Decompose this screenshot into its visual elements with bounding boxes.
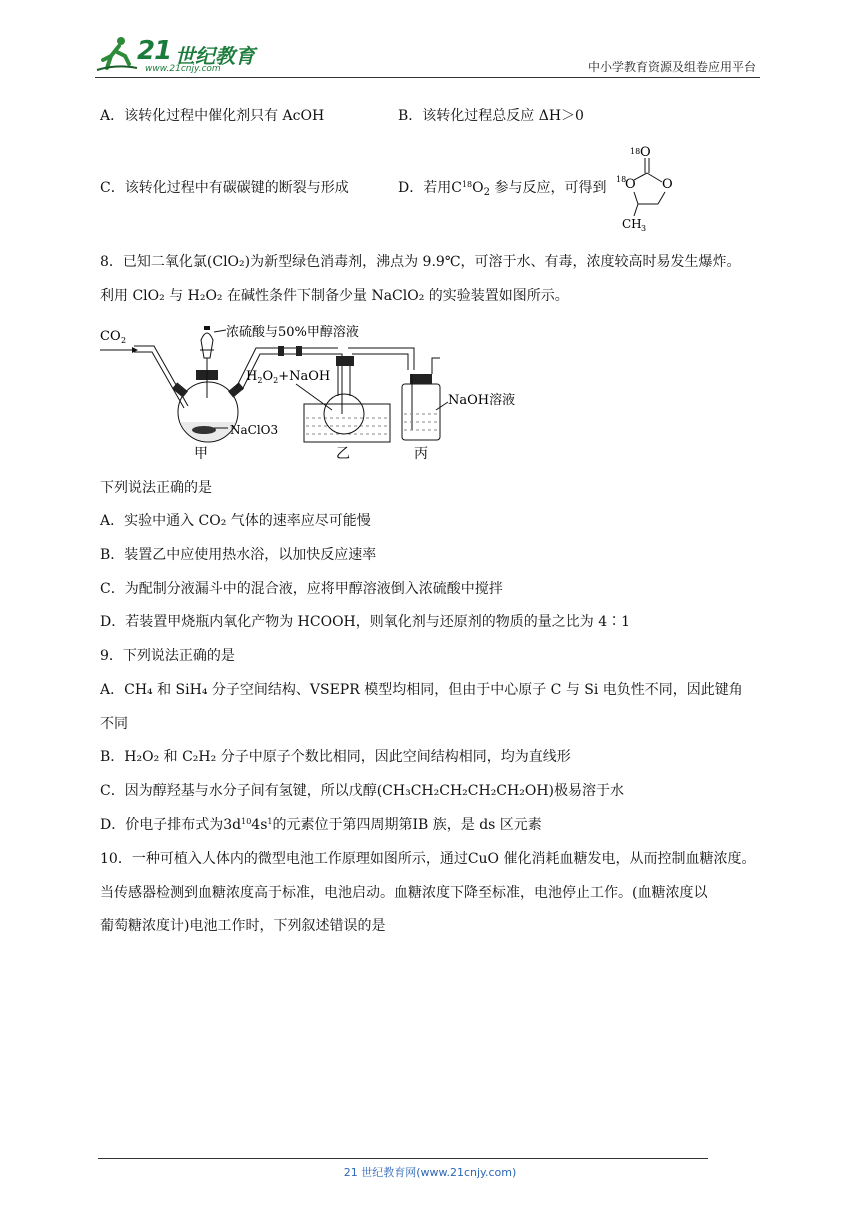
yi-reagent-label: $H_2O_2+NaOH$ <box>246 369 331 385</box>
q8-stem-line2: 利用 ClO₂ 与 H₂O₂ 在碱性条件下制备少量 NaClO₂ 的实验装置如图所示。 <box>100 288 569 304</box>
q9-option-a-line2: 不同 <box>100 716 128 732</box>
q8-option-b: B．装置乙中应使用热水浴，以加快反应速率 <box>100 547 377 563</box>
svg-text:18: 18 <box>616 175 627 184</box>
q7-option-d-sup: 18 <box>461 180 473 189</box>
q7-option-a: A．该转化过程中催化剂只有 AcOH <box>100 108 325 124</box>
naoh-solution-label: NaOH溶液 <box>448 393 516 408</box>
runner-logo-icon <box>95 34 139 74</box>
q10-stem-line2: 当传感器检测到血糖浓度高于标准，电池启动。血糖浓度下降至标准，电池停止工作。(血糖浓度以 <box>100 885 708 901</box>
header-right-text: 中小学教育资源及组卷应用平台 <box>587 60 756 74</box>
footer-divider <box>98 1158 708 1159</box>
q10-stem-line1: 10．一种可植入人体内的微型电池工作原理如图所示，通过CuO 催化消耗血糖发电，从而控制血糖浓度。 <box>100 851 756 867</box>
q8-question: 下列说法正确的是 <box>100 480 212 496</box>
q7-option-b: B．该转化过程总反应 ΔH＞0 <box>398 108 584 124</box>
logo-text: 世纪教育 <box>175 44 255 68</box>
q7-option-d-mid: O <box>472 180 484 196</box>
footer-link[interactable]: 21 世纪教育网(www.21cnjy.com) <box>343 1166 517 1179</box>
label-yi: 乙 <box>336 446 350 462</box>
q10-stem-line3: 葡萄糖浓度计)电池工作时，下列叙述错误的是 <box>100 918 386 934</box>
cyclic-carbonate-structure <box>610 140 690 232</box>
svg-text:O: O <box>625 177 636 192</box>
svg-text:O: O <box>640 145 651 160</box>
q7-option-c: C．该转化过程中有碳碳键的断裂与形成 <box>100 180 349 196</box>
q9-stem: 9．下列说法正确的是 <box>100 648 235 664</box>
q9-option-d: D．价电子排布式为$3d^{10}4s^1$的元素位于第四周期第ⅠB 族，是 ds 区元素 <box>100 817 542 833</box>
page-header <box>95 34 760 78</box>
q8-stem-line1: 8．已知二氧化氯(ClO₂)为新型绿色消毒剂，沸点为 9.9℃，可溶于水、有毒，浓度较高时易发生爆炸。 <box>100 254 741 270</box>
apparatus-diagram <box>96 318 536 466</box>
svg-text:3: 3 <box>641 224 647 232</box>
q7-option-d-post: 参与反应，可得到 <box>490 180 607 196</box>
site-logo <box>95 34 265 74</box>
q7-option-d-pre: D．若用 <box>398 180 452 196</box>
header-divider <box>95 77 760 78</box>
svg-text:2: 2 <box>121 336 127 345</box>
struct-label-top: 18 <box>630 147 641 156</box>
co2-label: CO <box>100 329 121 344</box>
label-jia: 甲 <box>194 446 208 462</box>
q7-option-d-sub: 2 <box>483 187 490 198</box>
q8-option-c: C．为配制分液漏斗中的混合液，应将甲醇溶液倒入浓硫酸中搅拌 <box>100 581 503 597</box>
q9-option-b: B．H₂O₂ 和 C₂H₂ 分子中原子个数比相同，因此空间结构相同，均为直线形 <box>100 749 571 765</box>
label-bing: 丙 <box>414 446 428 462</box>
funnel-label: 浓硫酸与50%甲醇溶液 <box>226 325 359 340</box>
q8-option-a: A．实验中通入 CO₂ 气体的速率应尽可能慢 <box>100 513 371 529</box>
logo-number: 21 <box>137 36 172 66</box>
q7-option-d: D．若用$C^{18}O_2$ 参与反应，可得到 <box>398 180 607 198</box>
naclo3-label: NaClO3 <box>230 423 279 437</box>
q9-option-c: C．因为醇羟基与水分子间有氢键，所以戊醇(CH₃CH₂CH₂CH₂CH₂OH)极易溶于水 <box>100 783 624 799</box>
q8-option-d: D．若装置甲烧瓶内氧化产物为 HCOOH，则氧化剂与还原剂的物质的量之比为 4∶1 <box>100 614 631 630</box>
struct-label-bottom: CH <box>622 217 642 231</box>
q9-option-a-line1: A．CH₄ 和 SiH₄ 分子空间结构、VSEPR 模型均相同，但由于中心原子 C 与 Si 电负性不同，因此键角 <box>100 682 743 698</box>
svg-text:O: O <box>662 177 673 192</box>
logo-url: www.21cnjy.com <box>145 64 221 74</box>
